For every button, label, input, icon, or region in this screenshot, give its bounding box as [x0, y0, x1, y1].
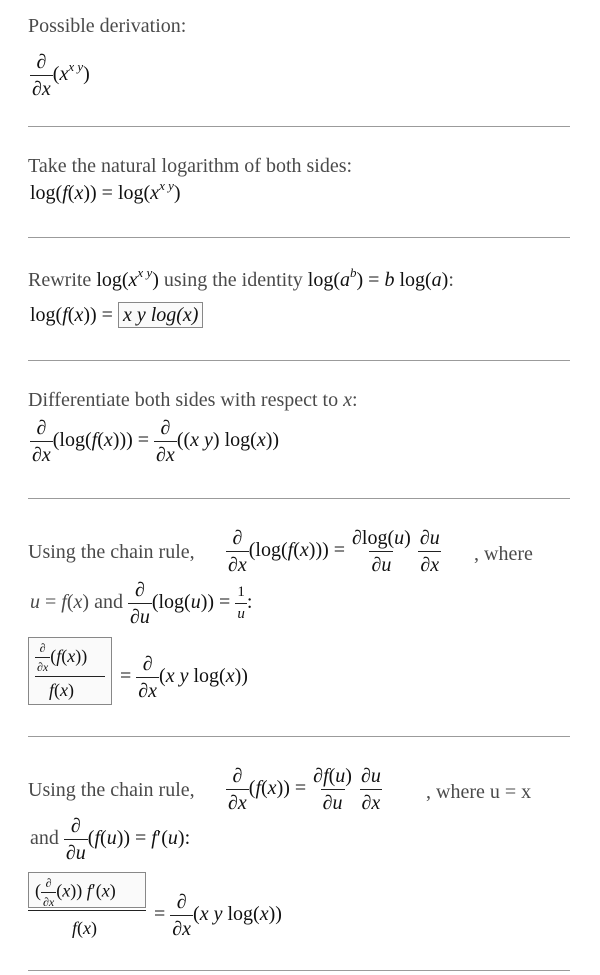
- step5-condition: u = f(x) and $\frac{\partial}{\partial u}$ (log(u)) = $\frac{1}{u}$ :: [30, 579, 253, 628]
- step3-expression: log(f(x)) = x y log(x): [30, 304, 203, 327]
- divider-5: [28, 736, 570, 737]
- divider-6: [28, 970, 570, 971]
- step6-where: , where u = x: [426, 781, 532, 803]
- step5-intro: Using the chain rule,: [28, 541, 195, 563]
- boxed-result: x y log(x): [118, 302, 204, 328]
- step4-expression: $\frac{\partial}{\partial x}$ (log(f(x))) = $\frac{\partial}{\partial x}$ ((x y) log(x)): [32, 417, 280, 466]
- step6-chain-rule: $\frac{\partial}{\partial x}$ (f(x)) = $\frac{\partial f(u)}{\partial u}$ $\frac{\partial u}{\partial x}$: [228, 765, 381, 814]
- divider-1: [28, 126, 570, 127]
- step5-boxed-fraction: $\frac{\partial}{\partial x}$ (f(x)) f(x): [28, 637, 112, 705]
- step6-intro: Using the chain rule,: [28, 779, 195, 801]
- step1-expression: $\frac{\partial}{\partial x}$ $(x^{x y})$: [32, 51, 90, 100]
- step3-intro: Rewrite $\log(x^{x y})$ using the identity $\log(a^b) = b$ log(a):: [28, 265, 454, 291]
- divider-2: [28, 237, 570, 238]
- step5-result: = $\frac{\partial}{\partial x}$ (x y log(x)): [120, 653, 248, 702]
- step1-intro: Possible derivation:: [28, 15, 187, 37]
- step6-result: = $\frac{\partial}{\partial x}$ (x y log(x)): [154, 891, 282, 940]
- step2-intro: Take the natural logarithm of both sides:: [28, 155, 353, 177]
- step4-intro: Differentiate both sides with respect to x:: [28, 389, 358, 411]
- step6-boxed-numerator: ( $\frac{\partial}{\partial x}$ (x)) f′(x): [28, 872, 146, 908]
- step5-chain-rule: $\frac{\partial}{\partial x}$ (log(f(x))) = $\frac{\partial\log(u)}{\partial u}$ $\frac{\partial u}{\partial x}$: [228, 527, 440, 576]
- step5-where: , where: [474, 543, 533, 565]
- step6-denominator: f(x): [72, 918, 98, 938]
- step2-expression: $\log(f(x)) = \log(x^{x y})$: [30, 178, 181, 204]
- divider-4: [28, 498, 570, 499]
- step6-fraction-bar: [28, 910, 146, 911]
- step6-condition: and $\frac{\partial}{\partial u}$ (f(u)) = f′(u):: [30, 815, 191, 864]
- divider-3: [28, 360, 570, 361]
